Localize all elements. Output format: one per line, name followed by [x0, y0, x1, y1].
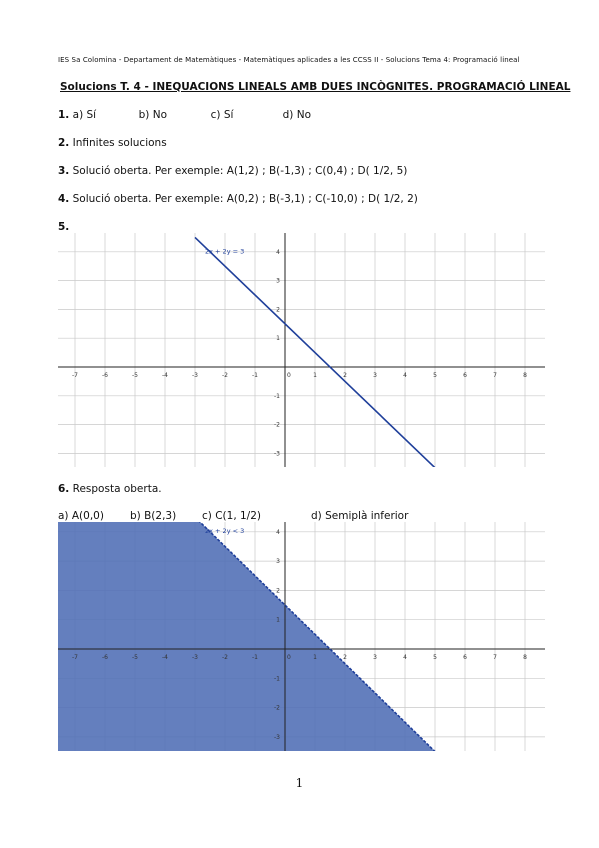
y-tick-label: -2: [274, 421, 280, 429]
answer-6b: b) B(2,3): [130, 510, 177, 522]
answer-1: [58, 109, 311, 121]
answer-text: Infinites solucions: [72, 137, 167, 149]
x-tick-label: 7: [493, 372, 497, 379]
answer-4: [58, 193, 418, 205]
y-tick-label: -2: [274, 704, 280, 712]
y-tick-label: 4: [276, 528, 280, 536]
x-tick-label: -5: [132, 372, 138, 379]
x-tick-label: 2: [343, 654, 347, 661]
answer-1a: a) Sí: [72, 109, 97, 121]
y-tick-label: -1: [274, 675, 280, 683]
answer-number: 6.: [58, 483, 70, 495]
x-tick-label: 1: [313, 654, 317, 661]
answer-number: 4.: [58, 193, 70, 205]
y-tick-label: -3: [274, 733, 280, 741]
x-tick-label: -1: [252, 372, 258, 379]
answer-1d: d) No: [282, 109, 312, 121]
y-tick-label: -1: [274, 392, 280, 400]
y-tick-label: 2: [276, 306, 280, 314]
answer-6: [58, 483, 162, 495]
answer-number: 1.: [58, 109, 70, 121]
page-number: 1: [295, 776, 304, 790]
x-tick-label: -2: [222, 654, 228, 661]
x-tick-label: 6: [463, 372, 467, 379]
x-tick-label: -4: [162, 654, 168, 661]
answer-number: 3.: [58, 165, 70, 177]
x-tick-label: 2: [343, 372, 347, 379]
y-tick-label: 1: [276, 616, 280, 624]
answer-1b: b) No: [138, 109, 168, 121]
page-title: Solucions T. 4 - INEQUACIONS LINEALS AMB DUES INCÒGNITES. PROGRAMACIÓ LINEAL: [60, 81, 571, 93]
x-tick-label: 1: [313, 372, 317, 379]
answer-5: [58, 221, 69, 233]
grid: [58, 233, 545, 467]
graph-line: [58, 233, 545, 467]
y-tick-label: 3: [276, 558, 280, 566]
x-tick-label: -6: [102, 372, 108, 379]
x-tick-label: -5: [132, 654, 138, 661]
x-tick-label: -1: [252, 654, 258, 661]
y-tick-label: -3: [274, 450, 280, 458]
line-label: 2x + 2y < 3: [205, 527, 245, 536]
x-tick-label: 5: [433, 372, 437, 379]
answer-2: [58, 137, 167, 149]
x-tick-label: -7: [72, 372, 78, 379]
shaded-region: [58, 522, 434, 751]
x-tick-label: -7: [72, 654, 78, 661]
line-label: 2x + 2y = 3: [205, 247, 245, 256]
y-tick-label: 2: [276, 587, 280, 595]
origin-label: 0: [287, 654, 291, 661]
answer-text: Solució oberta. Per exemple: A(0,2) ; B(-3,1) ; C(-10,0) ; D( 1/2, 2): [72, 193, 418, 205]
x-tick-label: 3: [373, 654, 377, 661]
answer-text: Resposta oberta.: [72, 483, 162, 495]
x-tick-label: -3: [192, 654, 198, 661]
x-tick-label: -6: [102, 654, 108, 661]
x-tick-label: 4: [403, 372, 407, 379]
y-tick-label: 3: [276, 277, 280, 285]
answer-6a: a) A(0,0): [58, 510, 104, 522]
answer-number: 2.: [58, 137, 70, 149]
answer-6-options: [58, 510, 408, 522]
x-tick-label: 8: [523, 372, 527, 379]
origin-label: 0: [287, 372, 291, 379]
x-tick-label: 6: [463, 654, 467, 661]
x-tick-label: 7: [493, 654, 497, 661]
answer-3: [58, 165, 407, 177]
x-tick-label: 5: [433, 654, 437, 661]
x-tick-label: -2: [222, 372, 228, 379]
x-tick-label: 3: [373, 372, 377, 379]
answer-1c: c) Sí: [210, 109, 234, 121]
answer-6c: c) C(1, 1/2): [202, 510, 261, 522]
answer-text: Solució oberta. Per exemple: A(1,2) ; B(-1,3) ; C(0,4) ; D( 1/2, 5): [72, 165, 408, 177]
answer-number: 5.: [58, 221, 70, 233]
answer-6d: d) Semiplà inferior: [311, 510, 409, 522]
y-tick-label: 1: [276, 335, 280, 343]
x-tick-label: 4: [403, 654, 407, 661]
x-tick-label: 8: [523, 654, 527, 661]
x-tick-label: -3: [192, 372, 198, 379]
x-tick-label: -4: [162, 372, 168, 379]
graph-half-plane: [58, 522, 545, 751]
page-header: IES Sa Colomina - Departament de Matemàtiques - Matemàtiques aplicades a les CCSS II - Solucions Tema 4: Programació lineal: [58, 56, 520, 64]
y-tick-label: 4: [276, 248, 280, 256]
